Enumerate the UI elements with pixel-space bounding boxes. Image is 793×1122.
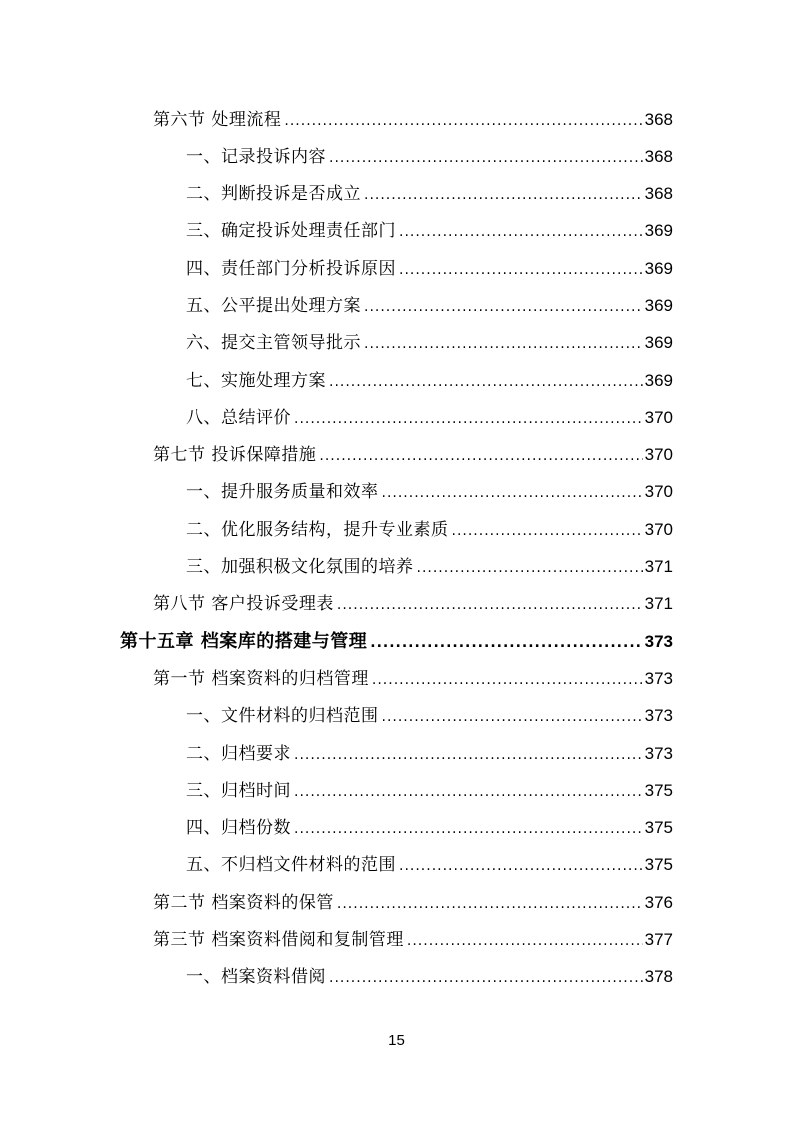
toc-entry-page: 371 <box>644 557 673 576</box>
toc-entry-label: 第六节 处理流程 <box>153 110 282 130</box>
toc-chapter-label: 第十五章 档案库的搭建与管理 <box>120 631 368 652</box>
toc-chapter-page: 373 <box>644 632 673 651</box>
toc-entry-label: 第八节 客户投诉受理表 <box>153 594 334 614</box>
toc-entry-label: 七、实施处理方案 <box>186 371 326 391</box>
toc-entry-page: 375 <box>644 781 673 800</box>
toc-entry-label: 二、归档要求 <box>186 744 291 764</box>
toc-entry-label: 二、判断投诉是否成立 <box>186 184 361 204</box>
dot-leader <box>294 777 643 807</box>
toc-entry-page: 370 <box>644 445 673 464</box>
toc-entry-label: 二、优化服务结构，提升专业素质 <box>186 520 449 540</box>
toc-entry-page: 369 <box>644 221 673 240</box>
dot-leader <box>382 702 643 732</box>
toc-entry-label: 四、责任部门分析投诉原因 <box>186 259 396 279</box>
toc-entry[interactable] <box>186 477 673 507</box>
dot-leader <box>370 628 642 658</box>
toc-entry-label: 一、提升服务质量和效率 <box>186 482 379 502</box>
toc-entry-page: 371 <box>644 594 673 613</box>
toc-entry[interactable] <box>186 291 673 321</box>
toc-entry-page: 368 <box>644 147 673 166</box>
toc-entry-page: 369 <box>644 259 673 278</box>
toc-entry[interactable] <box>186 142 673 172</box>
toc-entry-label: 第二节 档案资料的保管 <box>153 893 334 913</box>
toc-entry[interactable] <box>153 925 673 955</box>
dot-leader <box>284 106 642 136</box>
toc-entry-page: 368 <box>644 110 673 129</box>
toc-entry-page: 376 <box>644 893 673 912</box>
toc-entry[interactable] <box>186 813 673 843</box>
toc-entry-page: 377 <box>644 930 673 949</box>
toc-entry-page: 375 <box>644 818 673 837</box>
toc-entry[interactable] <box>186 328 673 358</box>
dot-leader <box>382 478 643 508</box>
toc-entry-page: 369 <box>644 371 673 390</box>
toc-entry-label: 八、总结评价 <box>186 408 291 428</box>
toc-entry[interactable] <box>186 403 673 433</box>
toc-entry-label: 三、确定投诉处理责任部门 <box>186 221 396 241</box>
toc-entry[interactable] <box>153 589 673 619</box>
dot-leader <box>294 740 643 770</box>
toc-entry-label: 第三节 档案资料借阅和复制管理 <box>153 930 404 950</box>
dot-leader <box>364 292 643 322</box>
toc-entry-label: 一、档案资料借阅 <box>186 967 326 987</box>
dot-leader <box>372 665 643 695</box>
toc-entry[interactable] <box>186 850 673 880</box>
toc-entry-label: 第七节 投诉保障措施 <box>153 445 317 465</box>
dot-leader <box>337 590 643 620</box>
toc-entry[interactable] <box>153 440 673 470</box>
toc-entry-page: 369 <box>644 333 673 352</box>
toc-entry-label: 第一节 档案资料的归档管理 <box>153 669 369 689</box>
toc-entry[interactable] <box>153 888 673 918</box>
toc-entry[interactable] <box>186 254 673 284</box>
toc-entry-label: 一、文件材料的归档范围 <box>186 706 379 726</box>
dot-leader <box>364 180 643 210</box>
toc-entry-page: 370 <box>644 408 673 427</box>
dot-leader <box>399 217 643 247</box>
dot-leader <box>329 367 643 397</box>
toc-chapter-entry[interactable] <box>120 627 673 657</box>
toc-entry[interactable] <box>186 552 673 582</box>
dot-leader <box>407 926 643 956</box>
toc-entry-page: 370 <box>644 482 673 501</box>
dot-leader <box>294 814 643 844</box>
dot-leader <box>337 889 643 919</box>
toc-entry[interactable] <box>186 962 673 992</box>
toc-entry[interactable] <box>186 776 673 806</box>
dot-leader <box>294 404 643 434</box>
toc-entry-page: 373 <box>644 669 673 688</box>
toc-entry-page: 370 <box>644 520 673 539</box>
toc-entry-page: 368 <box>644 184 673 203</box>
dot-leader <box>399 851 643 881</box>
dot-leader <box>452 516 643 546</box>
toc-entry-page: 375 <box>644 855 673 874</box>
toc-entry-label: 一、记录投诉内容 <box>186 147 326 167</box>
toc-entry-page: 373 <box>644 706 673 725</box>
toc-entry-label: 三、归档时间 <box>186 781 291 801</box>
toc-entry[interactable] <box>186 515 673 545</box>
dot-leader <box>364 329 643 359</box>
toc-entry-page: 378 <box>644 967 673 986</box>
toc-entry-page: 369 <box>644 296 673 315</box>
dot-leader <box>329 143 643 173</box>
dot-leader <box>329 963 643 993</box>
toc-entry[interactable] <box>186 366 673 396</box>
toc-entry[interactable] <box>186 179 673 209</box>
toc-entry[interactable] <box>153 664 673 694</box>
toc-entry-label: 三、加强积极文化氛围的培养 <box>186 557 414 577</box>
toc-entry[interactable] <box>186 701 673 731</box>
toc-entry-label: 四、归档份数 <box>186 818 291 838</box>
toc-entry[interactable] <box>153 105 673 135</box>
dot-leader <box>417 553 643 583</box>
page-number: 15 <box>388 1032 405 1049</box>
toc-entry-label: 五、公平提出处理方案 <box>186 296 361 316</box>
dot-leader <box>319 441 642 471</box>
toc-entry[interactable] <box>186 216 673 246</box>
dot-leader <box>399 255 643 285</box>
toc-entry-label: 六、提交主管领导批示 <box>186 333 361 353</box>
toc-entry[interactable] <box>186 739 673 769</box>
toc-entry-label: 五、不归档文件材料的范围 <box>186 855 396 875</box>
toc-entry-page: 373 <box>644 744 673 763</box>
